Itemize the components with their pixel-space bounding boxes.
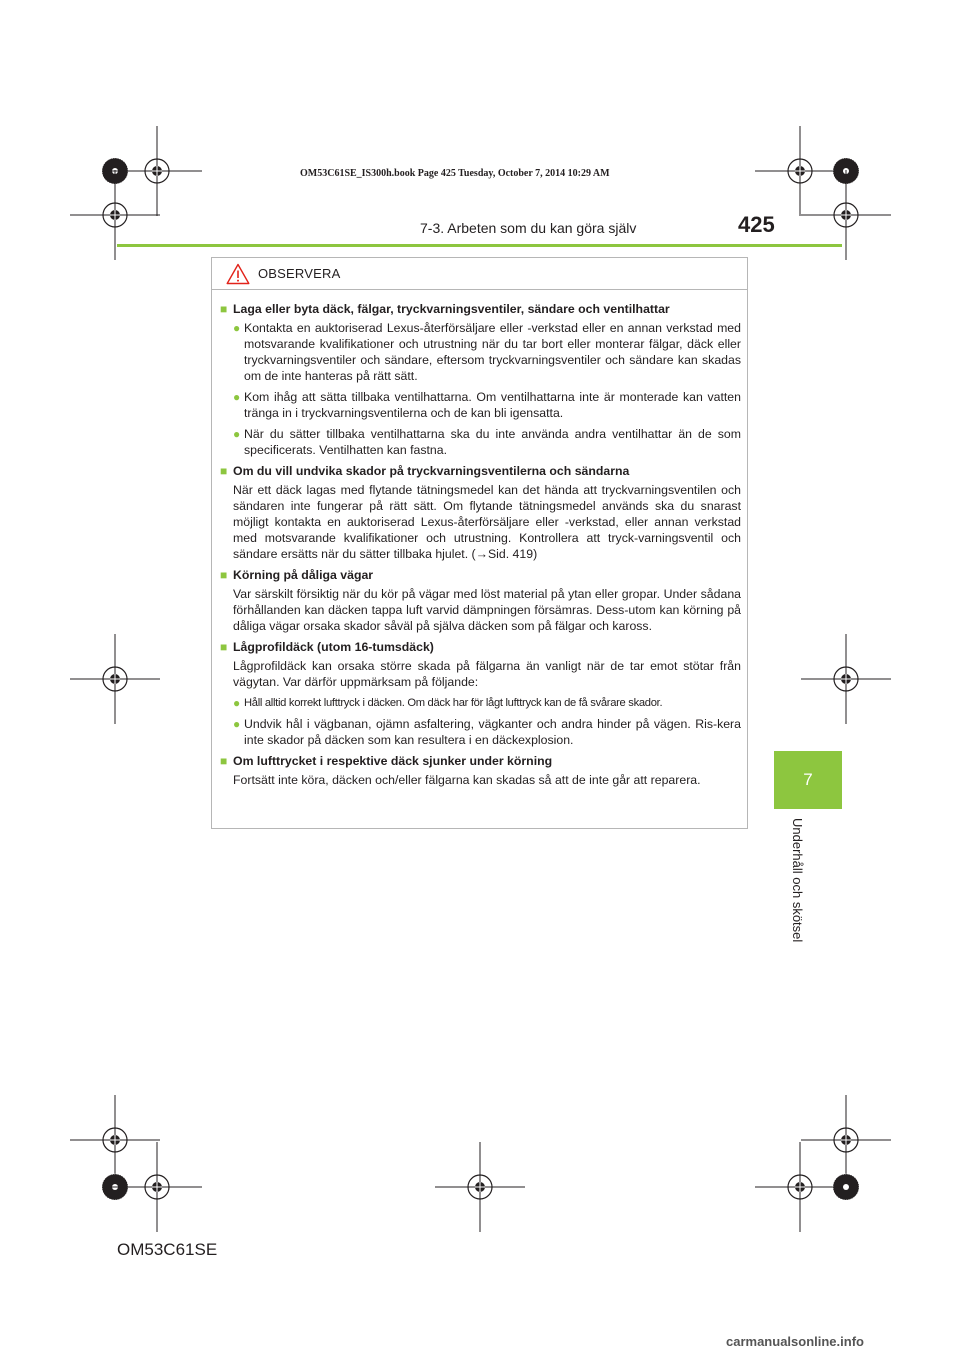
list-item: ● När du sätter tillbaka ventilhattarna ska du inte använda andra ventilhattar än de som specificerats. Ventilhatten kan fastna. — [233, 427, 741, 457]
paragraph: Fortsätt inte köra, däcken och/eller fälgarna kan skadas så att de inte går att reparera. — [233, 773, 701, 787]
crop-mark-bottom-left — [70, 1095, 202, 1232]
list-item: ● Kontakta en auktoriserad Lexus-återförsäljare eller -verkstad eller en annan verkstad med motsvarande kvalifikationer och utrustning när du tar bort eller monterar fälgar, däck eller tryckvarningsventiler och sändare, eftersom tryckvarningsventiler och sändare kan skadas om de inte hanteras på rätt sätt. — [233, 321, 741, 383]
crop-mark-top-right — [755, 126, 891, 260]
section-heading: 7-3. Arbeten som du kan göra själv — [420, 220, 637, 236]
square-bullet-icon: ■ — [220, 302, 228, 316]
model-code: OM53C61SE — [117, 1240, 218, 1259]
dot-bullet-icon: ● — [233, 321, 241, 335]
square-bullet-icon: ■ — [220, 464, 228, 478]
crop-mark-middle-left — [70, 634, 160, 724]
dot-bullet-icon: ● — [233, 427, 241, 441]
topic-heading: ■ Om du vill undvika skador på tryckvarningsventilerna och sändarna — [220, 464, 630, 478]
caution-box — [211, 257, 748, 829]
dot-bullet-icon: ● — [233, 717, 241, 731]
print-info: OM53C61SE_IS300h.book Page 425 Tuesday, October 7, 2014 10:29 AM — [300, 168, 610, 179]
crop-mark-middle-right — [801, 634, 891, 724]
topic-heading: ■ Laga eller byta däck, fälgar, tryckvarningsventiler, sändare och ventilhattar — [220, 302, 670, 316]
warning-triangle-icon — [226, 263, 250, 285]
crop-mark-top-left — [70, 126, 202, 260]
crop-mark-bottom-right — [755, 1095, 891, 1232]
square-bullet-icon: ■ — [220, 640, 228, 654]
list-item: ● Kom ihåg att sätta tillbaka ventilhattarna. Om ventilhattarna inte är monterade kan vatten tränga in i tryckvarningsventilerna och de kan bli igensatta. — [233, 390, 741, 420]
dot-bullet-icon: ● — [233, 390, 241, 404]
paragraph: Lågprofildäck kan orsaka större skada på fälgarna än vanligt när de tar emot stötar från vägytan. Var därför uppmärksam på följande: — [233, 659, 741, 689]
paragraph: Var särskilt försiktig när du kör på vägar med löst material på ytan eller gropar. Under sådana förhållanden kan däcken tappa luft varvid dämpningen försämras. Dess-utom kan körning på dåliga vägar orsaka skador såväl på själva däcken som på fälgar och kaross. — [233, 587, 741, 633]
square-bullet-icon: ■ — [220, 754, 228, 768]
paragraph: När ett däck lagas med flytande tätningsmedel kan det hända att tryckvarningsventilen och sändaren inte fungerar på rätt sätt. Om flytande tätningsmedel används ska du snarast möjligt kontakta en auktoriserad Lexus-återförsäljare eller -verkstad, eller annan verkstad med motsvarande kvalifikationer och utrustning. Kontrollera att tryck-varningsventil och sändare ersätts när du sätter tillbaka hjulet. (→Sid. 419) — [233, 483, 741, 561]
list-item: ● Håll alltid korrekt lufttryck i däcken. Om däck har för lågt lufttryck kan de få svårare skador. — [233, 696, 663, 710]
chapter-side-label: Underhåll och skötsel — [790, 818, 805, 943]
list-item: ● Undvik hål i vägbanan, ojämn asfaltering, vägkanter och andra hinder på vägen. Ris-kera inte skador på däcken som kan resultera i en däckexplosion. — [233, 717, 741, 747]
topic-heading: ■ Lågprofildäck (utom 16-tumsdäck) — [220, 640, 434, 654]
chapter-tab[interactable]: 7 — [774, 751, 842, 809]
page-number: 425 — [738, 212, 775, 237]
caution-body — [212, 290, 747, 788]
watermark-link[interactable]: carmanualsonline.info — [726, 1334, 864, 1349]
caution-title: OBSERVERA — [258, 266, 341, 281]
topic-heading: ■ Om lufttrycket i respektive däck sjunker under körning — [220, 754, 553, 768]
caution-header — [212, 258, 747, 290]
header-divider — [117, 244, 842, 247]
topic-heading: ■ Körning på dåliga vägar — [220, 568, 374, 582]
dot-bullet-icon: ● — [233, 696, 241, 710]
square-bullet-icon: ■ — [220, 568, 228, 582]
crop-mark-bottom-center — [435, 1142, 525, 1232]
